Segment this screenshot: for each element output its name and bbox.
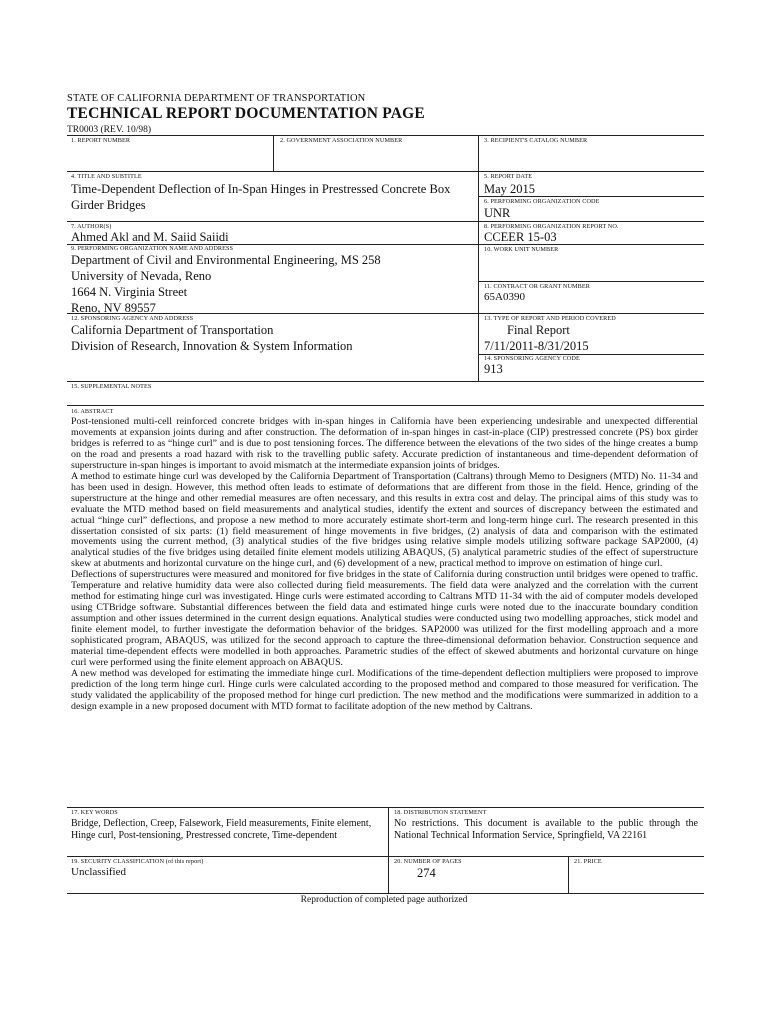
authors-label: 7. AUTHOR(S)	[71, 223, 112, 230]
number-of-pages: 274	[417, 866, 436, 880]
abstract-text	[71, 417, 698, 713]
abstract-paragraph: Post-tensioned multi-cell reinforced concrete bridges with in-span hinges in California have been experiencing undesirable and unexpected differential movements at expansion joints during and after construction. The deformation of in-span hinges in cast-in-place (CIP) prestressed concrete (PS) box girder bridges is referred to as “hinge curl” and is due to post tensioning forces. The difference between the elevations of the two sides of the hinge creates a bump on the road and presents a road hazard with risk to the travelling public safety. Accurate prediction of instantaneous and time-dependent deformation of superstructure in-span hinges is important to avoid mismatch at the intermediate expansion joints of bridges.	[71, 416, 698, 471]
abstract-paragraph: A method to estimate hinge curl was developed by the California Department of Transportation (Caltrans) through Memo to Designers (MTD) No. 11-34 and has been used in design. However, this method often leads to estimate of deformations that are different from those in the field. Hence, grinding of the superstructure at the hinge and other remedial measures are often necessary, and this results in extra cost and delay. The principal aims of this study was to evaluate the MTD method based on field measurements and analytical studies, identify the extent and sources of discrepancy between the estimated and actual “hinge curl” deflections, and propose a new method to more accurately estimate short-term and long-term hinge curl. The research presented in this dissertation consisted of six parts: (1) field measurement of hinge movements in five bridges, (2) analysis of data and comparison with the estimated movements using the current method, (3) analytical studies of the five bridges using relative simple models utilizing software package SAP2000, (4) analytical studies of the five bridges using detailed finite element models utilizing ABAQUS, (5) analytical parametric studies of the effect of superstructure skew at abutments and horizontal curvature on the hinge curl, and (6) development of a new, practical method to improve on estimation of hinge curl.	[71, 470, 698, 570]
distribution-label: 18. DISTRIBUTION STATEMENT	[394, 809, 487, 816]
abstract-paragraph: A new method was developed for estimating the immediate hinge curl. Modifications of the time-dependent deflection multipliers were proposed to improve prediction of the long term hinge curl. Hinge curls were calculated according to the proposed method and compared to those measured for verification. The study validated the applicability of the proposed method for hinge curl prediction. The new method and the modifications were summarized in addition to a design example in a new proposed document with MTD format to facilitate adoption of the new method by Caltrans.	[71, 667, 698, 712]
abstract-paragraph: Deflections of superstructures were measured and monitored for five bridges in the state of California during construction until bridges were opened to traffic. Temperature and relative humidity data were also collected during field measurements. The field data were analyzed and the correlation with the current method for estimating hinge curl was investigated. Hinge curls were estimated according to Caltrans MTD 11-34 with the aid of computer models developed using CTBridge software. Substantial differences between the field data and estimated hinge curls were noted due to the inaccurate boundary condition assumption and other issues determined in the current design equations. Analytical studies were conducted using two modelling approaches, stick model and finite element model, to further investigate the deformation behavior of the bridges. SAP2000 was utilized for the first modelling approach and a more sophisticated program, ABAQUS, was utilized for the second approach to capture the three-dimensional deformation behavior. Construction sequence and material time-dependent effects were modelled in both approaches. Parametric studies of the effect of skewed abutments and horizontal curvature on hinge curl were performed using the finite element approach on ABAQUS.	[71, 569, 698, 668]
title-label: 4. TITLE AND SUBTITLE	[71, 173, 142, 180]
sponsor-code-label: 14. SPONSORING AGENCY CODE	[484, 355, 580, 362]
sponsor-line: California Department of Transportation	[71, 323, 274, 337]
report-type: Final Report	[507, 323, 570, 337]
distribution-statement: No restrictions. This document is available to the public through the National Technical Information Service, Springfield, VA 22161	[394, 818, 698, 841]
rule-v-dist	[388, 807, 389, 893]
authors: Ahmed Akl and M. Saiid Saiidi	[71, 230, 229, 244]
agency-heading: STATE OF CALIFORNIA DEPARTMENT OF TRANSPORTATION	[67, 93, 366, 104]
gov-association-label: 2. GOVERNMENT ASSOCIATION NUMBER	[280, 137, 403, 144]
keywords-label: 17. KEY WORDS	[71, 809, 118, 816]
supplemental-label: 15. SUPPLEMENTAL NOTES	[71, 383, 152, 390]
rule-bottom	[67, 893, 704, 894]
abstract-label: 16. ABSTRACT	[71, 408, 114, 415]
rule-row7	[67, 807, 704, 808]
sponsoring-agency	[71, 322, 353, 354]
address-line: Reno, NV 89557	[71, 301, 156, 315]
contract-label: 11. CONTRACT OR GRANT NUMBER	[484, 283, 590, 290]
address-line: 1664 N. Virginia Street	[71, 285, 188, 299]
rule-row6	[67, 405, 704, 406]
reproduction-note: Reproduction of completed page authorized	[300, 895, 468, 905]
catalog-number-label: 3. RECIPIENT'S CATALOG NUMBER	[484, 137, 588, 144]
org-code: UNR	[484, 206, 511, 220]
keywords: Bridge, Deflection, Creep, Falsework, Field measurements, Finite element, Hinge curl, Post-tensioning, Prestressed concrete, Time-dependent	[71, 818, 372, 841]
rule-row5	[67, 381, 704, 382]
org-code-label: 6. PERFORMING ORGANIZATION CODE	[484, 198, 600, 205]
page-title: TECHNICAL REPORT DOCUMENTATION PAGE	[67, 105, 425, 122]
sponsor-code: 913	[484, 362, 503, 376]
pages-label: 20. NUMBER OF PAGES	[394, 858, 462, 865]
performing-org-label: 9. PERFORMING ORGANIZATION NAME AND ADDRESS	[71, 245, 234, 252]
rule-v-gov	[273, 135, 274, 171]
work-unit-label: 10. WORK UNIT NUMBER	[484, 246, 559, 253]
security-classification: Unclassified	[71, 866, 126, 878]
address-line: Department of Civil and Environmental Engineering, MS 258	[71, 253, 381, 267]
address-line: University of Nevada, Reno	[71, 269, 212, 283]
rule-v-price	[568, 856, 569, 893]
sponsoring-agency-label: 12. SPONSORING AGENCY AND ADDRESS	[71, 315, 194, 322]
price-label: 21. PRICE	[574, 858, 602, 865]
performing-org-address	[71, 252, 381, 316]
org-report-number: CCEER 15-03	[484, 230, 557, 244]
report-title: Time-Dependent Deflection of In-Span Hinges in Prestressed Concrete Box Girder Bridges	[71, 182, 451, 212]
form-number: TR0003 (REV. 10/98)	[67, 125, 152, 135]
rule-row8	[67, 856, 704, 857]
report-date-label: 5. REPORT DATE	[484, 173, 533, 180]
report-number-label: 1. REPORT NUMBER	[71, 137, 131, 144]
sponsor-line: Division of Research, Innovation & System Information	[71, 339, 353, 353]
security-label-text: 19. SECURITY CLASSIFICATION	[71, 858, 165, 865]
security-label-note: (of this report)	[165, 858, 204, 865]
contract-number: 65A0390	[484, 291, 525, 303]
rule-row1	[67, 171, 704, 172]
rule-workunit	[478, 281, 704, 282]
security-label	[71, 858, 203, 865]
rule-row2-left	[67, 221, 704, 222]
org-report-label: 8. PERFORMING ORGANIZATION REPORT NO.	[484, 223, 619, 230]
report-type-label: 13. TYPE OF REPORT AND PERIOD COVERED	[484, 315, 616, 322]
report-period: 7/11/2011-8/31/2015	[484, 339, 589, 353]
rule-top	[67, 135, 704, 136]
rule-v-right	[478, 135, 479, 381]
report-date: May 2015	[484, 182, 536, 196]
